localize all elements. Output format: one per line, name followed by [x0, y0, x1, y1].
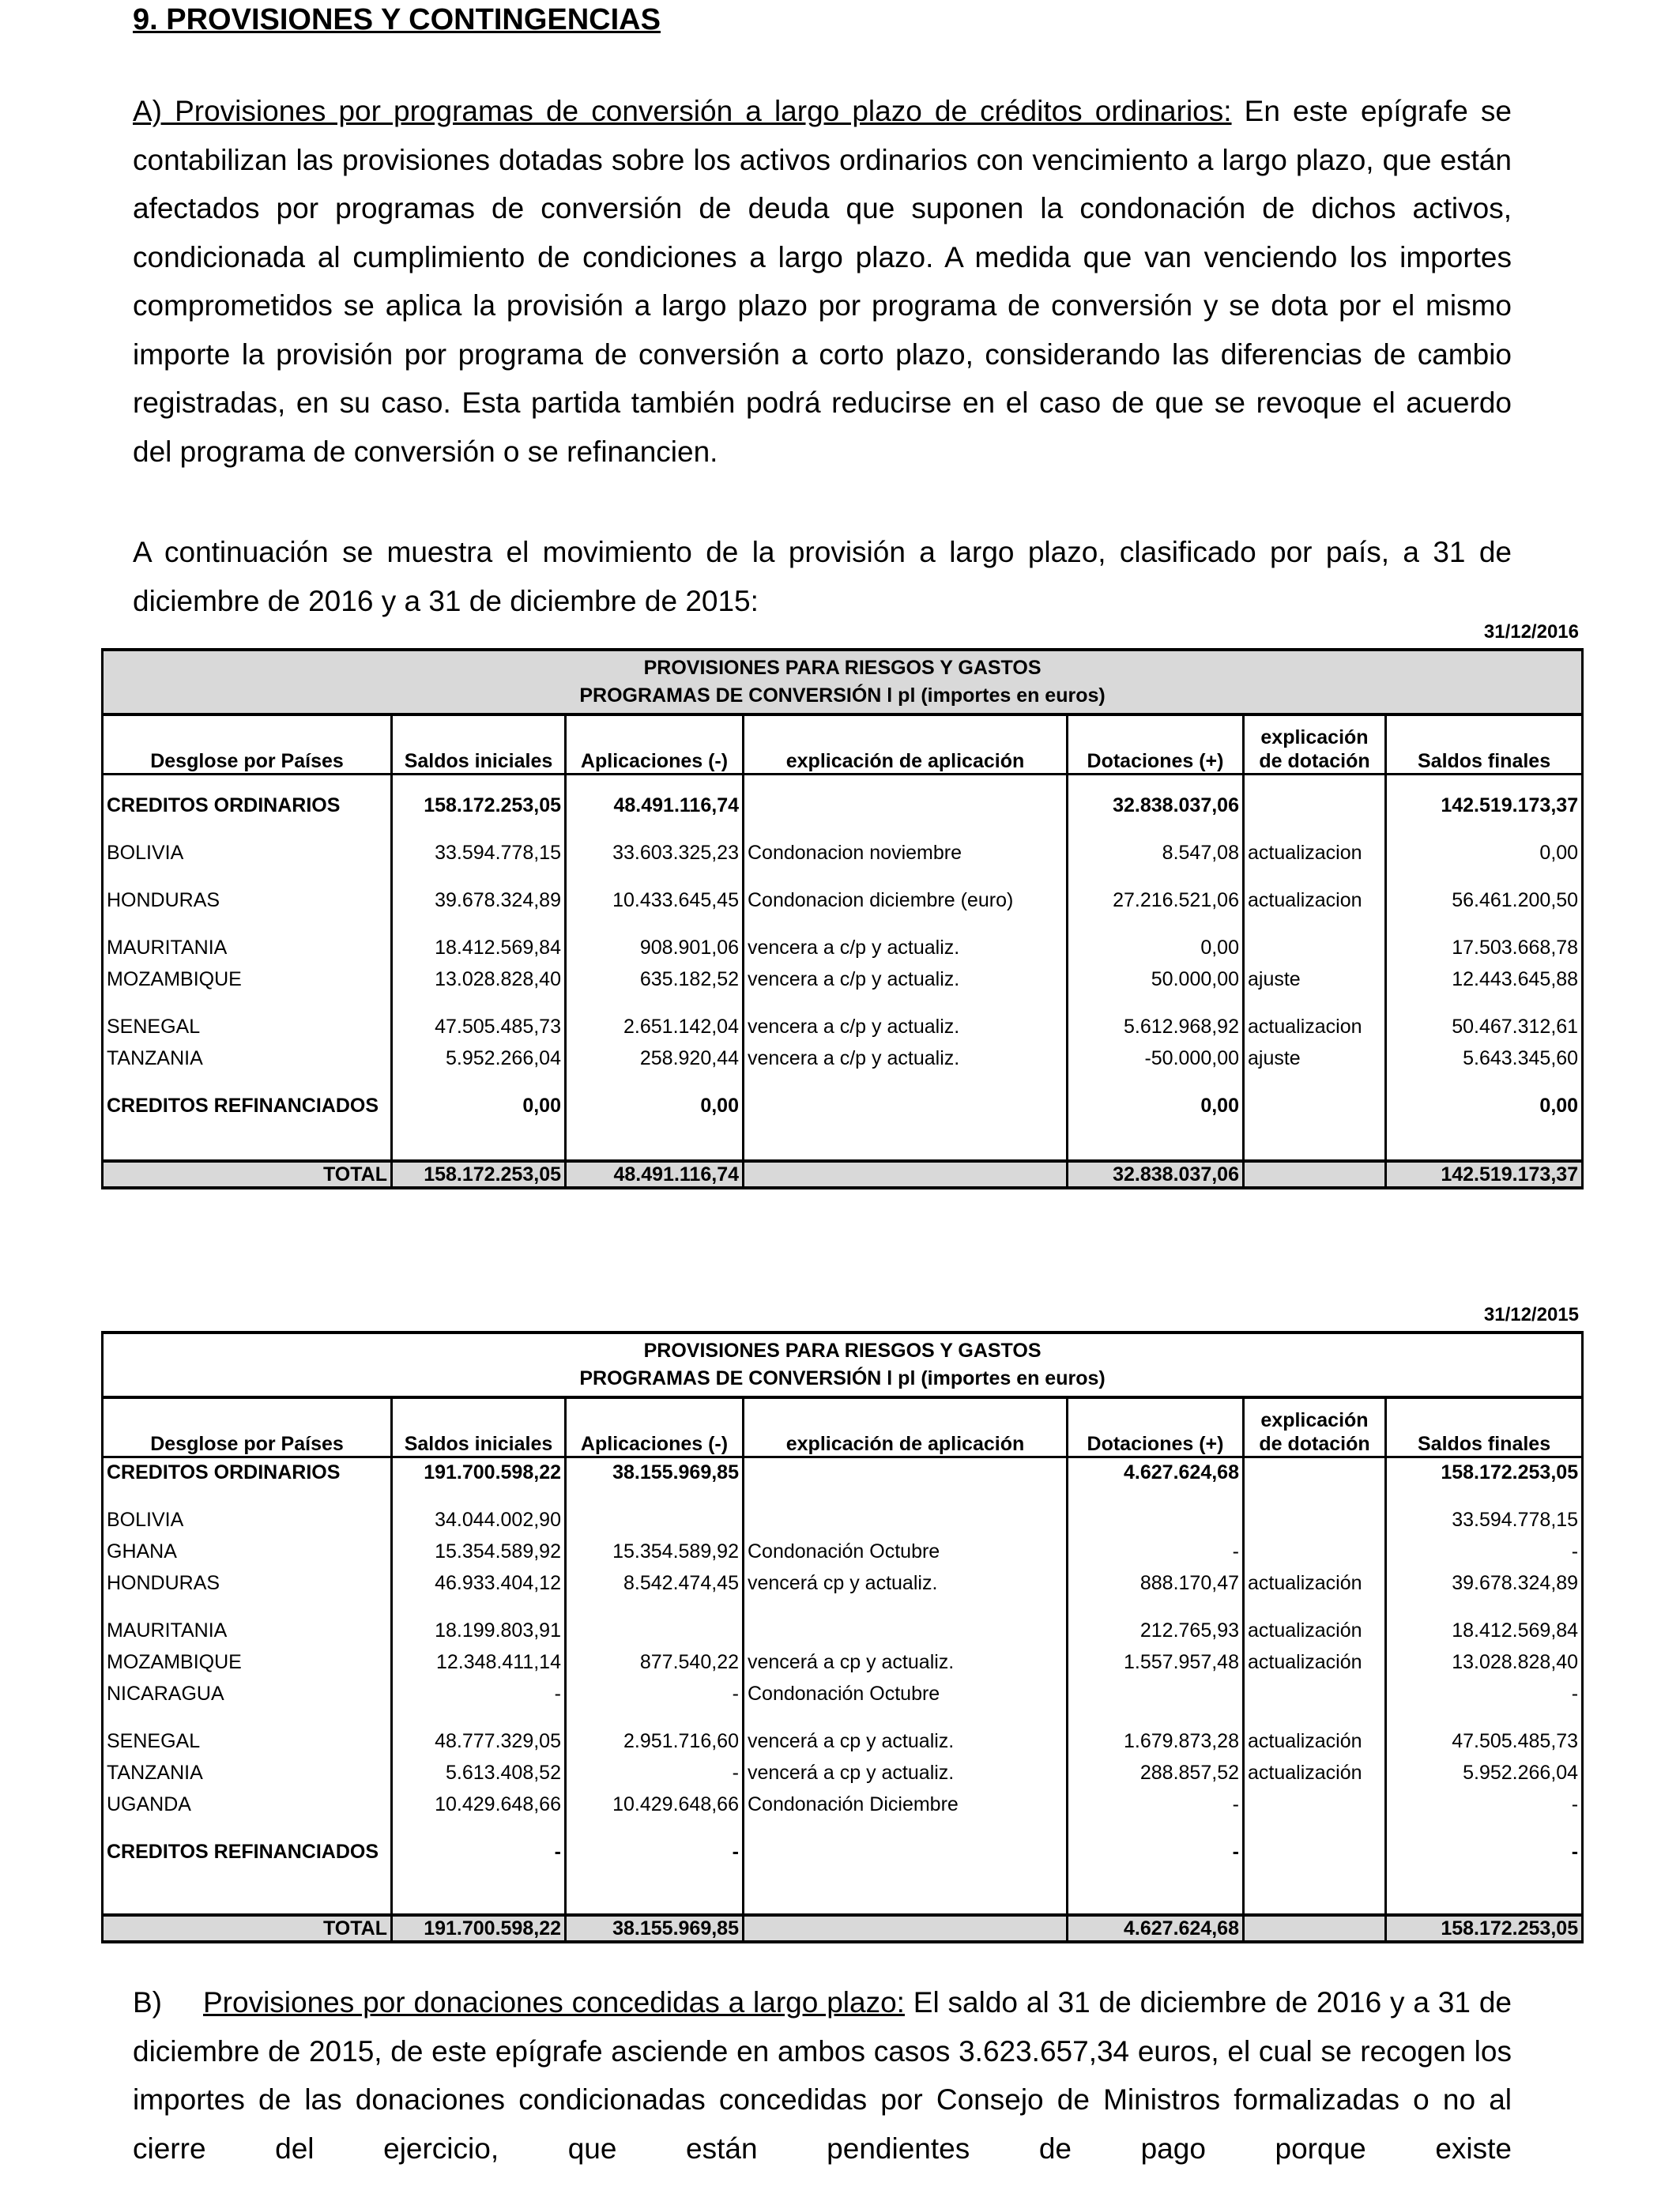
- cell-c6: 158.172.253,05: [1386, 1457, 1583, 1488]
- cell-c5: [1244, 1789, 1386, 1820]
- cell-c3: vencerá a cp y actualiz.: [744, 1725, 1068, 1757]
- table-row: [103, 1042, 1583, 1074]
- cell-c4: 212.765,93: [1068, 1615, 1244, 1646]
- cell-c5: actualizacion: [1244, 884, 1386, 916]
- cell-c4: -: [1068, 1789, 1244, 1820]
- cell-c1: 46.933.404,12: [392, 1567, 566, 1599]
- table-row: [103, 932, 1583, 963]
- table-row: [103, 1457, 1583, 1488]
- cell-c0: TANZANIA: [103, 1757, 392, 1789]
- col-header-desglose: Desglose por Países: [103, 714, 392, 774]
- cell-c3: Condonación Octubre: [744, 1678, 1068, 1710]
- cell-c1: 15.354.589,92: [392, 1536, 566, 1567]
- cell-c0: CREDITOS REFINANCIADOS: [103, 1090, 392, 1122]
- cell-c6: 56.461.200,50: [1386, 884, 1583, 916]
- col-header-explicacion-dotacion: explicación de dotación: [1244, 714, 1386, 774]
- cell-c4: [1068, 1504, 1244, 1536]
- cell-c6: -: [1386, 1678, 1583, 1710]
- cell-c4: 0,00: [1068, 932, 1244, 963]
- cell-c2: 10.433.645,45: [566, 884, 744, 916]
- cell-c0: CREDITOS ORDINARIOS: [103, 790, 392, 821]
- cell-c5: [1244, 1536, 1386, 1567]
- section-b-label: B): [133, 1986, 162, 2019]
- cell-c5: actualización: [1244, 1567, 1386, 1599]
- table-title-line1: PROVISIONES PARA RIESGOS Y GASTOS: [643, 657, 1042, 679]
- cell-c3: [744, 1457, 1068, 1488]
- cell-c5: ajuste: [1244, 1042, 1386, 1074]
- cell-c6: 0,00: [1386, 1090, 1583, 1122]
- cell-c5: [1244, 1836, 1386, 1868]
- col-header-aplicaciones: Aplicaciones (-): [566, 1397, 744, 1457]
- cell-c0: SENEGAL: [103, 1725, 392, 1757]
- cell-c3: vencera a c/p y actualiz.: [744, 1011, 1068, 1042]
- cell-c6: -: [1386, 1836, 1583, 1868]
- cell-c3: vencera a c/p y actualiz.: [744, 963, 1068, 995]
- total-saldos-iniciales: 158.172.253,05: [392, 1161, 566, 1188]
- cell-c2: 877.540,22: [566, 1646, 744, 1678]
- table-row: [103, 1536, 1583, 1567]
- cell-c3: Condonacion noviembre: [744, 837, 1068, 869]
- cell-c1: 33.594.778,15: [392, 837, 566, 869]
- total-saldos-finales: 142.519.173,37: [1386, 1161, 1583, 1188]
- cell-c1: 5.952.266,04: [392, 1042, 566, 1074]
- cell-c3: vencera a c/p y actualiz.: [744, 1042, 1068, 1074]
- cell-c0: NICARAGUA: [103, 1678, 392, 1710]
- table-row: [103, 837, 1583, 869]
- cell-c1: 47.505.485,73: [392, 1011, 566, 1042]
- cell-c2: 48.491.116,74: [566, 790, 744, 821]
- total-aplicaciones: 38.155.969,85: [566, 1915, 744, 1942]
- col-header-dotaciones: Dotaciones (+): [1068, 714, 1244, 774]
- table-row: [103, 1757, 1583, 1789]
- col-header-dotaciones: Dotaciones (+): [1068, 1397, 1244, 1457]
- cell-c3: Condonacion diciembre (euro): [744, 884, 1068, 916]
- cell-c4: -50.000,00: [1068, 1042, 1244, 1074]
- col-header-explicacion-aplicacion: explicación de aplicación: [744, 1397, 1068, 1457]
- cell-c2: [566, 1615, 744, 1646]
- table-row: [103, 963, 1583, 995]
- cell-c4: 1.557.957,48: [1068, 1646, 1244, 1678]
- table-title-line2: PROGRAMAS DE CONVERSIÓN l pl (importes en euros): [579, 684, 1106, 707]
- cell-c1: 191.700.598,22: [392, 1457, 566, 1488]
- cell-c3: vencerá a cp y actualiz.: [744, 1757, 1068, 1789]
- cell-c4: 8.547,08: [1068, 837, 1244, 869]
- cell-c6: 33.594.778,15: [1386, 1504, 1583, 1536]
- cell-c2: 2.651.142,04: [566, 1011, 744, 1042]
- section-b-paragraph: [133, 1978, 1512, 2173]
- cell-c3: [744, 1090, 1068, 1122]
- col-header-explicacion-aplicacion: explicación de aplicación: [744, 714, 1068, 774]
- cell-c3: [744, 1504, 1068, 1536]
- section-b-title: Provisiones por donaciones concedidas a largo plazo:: [203, 1986, 905, 2019]
- cell-c4: 0,00: [1068, 1090, 1244, 1122]
- col-header-saldos-finales: Saldos finales: [1386, 714, 1583, 774]
- section-a-paragraph: [133, 87, 1512, 476]
- cell-c4: -: [1068, 1536, 1244, 1567]
- cell-c4: [1068, 1678, 1244, 1710]
- table-2016-date: 31/12/2016: [1483, 621, 1579, 643]
- cell-c2: 258.920,44: [566, 1042, 744, 1074]
- cell-c1: 10.429.648,66: [392, 1789, 566, 1820]
- table-row: [103, 1090, 1583, 1122]
- cell-c5: actualizacion: [1244, 837, 1386, 869]
- col-header-saldos-iniciales: Saldos iniciales: [392, 1397, 566, 1457]
- cell-c1: 39.678.324,89: [392, 884, 566, 916]
- cell-c2: 10.429.648,66: [566, 1789, 744, 1820]
- cell-c4: 5.612.968,92: [1068, 1011, 1244, 1042]
- cell-c3: vencerá cp y actualiz.: [744, 1567, 1068, 1599]
- cell-c5: actualización: [1244, 1757, 1386, 1789]
- cell-c3: Condonación Octubre: [744, 1536, 1068, 1567]
- cell-c0: BOLIVIA: [103, 837, 392, 869]
- total-aplicaciones: 48.491.116,74: [566, 1161, 744, 1188]
- cell-c2: 8.542.474,45: [566, 1567, 744, 1599]
- cell-c5: ajuste: [1244, 963, 1386, 995]
- table-row: [103, 1567, 1583, 1599]
- table-row: [103, 1836, 1583, 1868]
- cell-c0: HONDURAS: [103, 1567, 392, 1599]
- cell-c0: CREDITOS ORDINARIOS: [103, 1457, 392, 1488]
- cell-c1: 13.028.828,40: [392, 963, 566, 995]
- cell-c6: 5.643.345,60: [1386, 1042, 1583, 1074]
- cell-c1: -: [392, 1836, 566, 1868]
- total-saldos-finales: 158.172.253,05: [1386, 1915, 1583, 1942]
- cell-c6: -: [1386, 1536, 1583, 1567]
- cell-c1: 5.613.408,52: [392, 1757, 566, 1789]
- cell-c5: actualizacion: [1244, 1011, 1386, 1042]
- table-2016: [101, 648, 1584, 1189]
- cell-c5: [1244, 1090, 1386, 1122]
- cell-c3: [744, 1836, 1068, 1868]
- cell-c2: [566, 1504, 744, 1536]
- cell-c2: 635.182,52: [566, 963, 744, 995]
- section-a-title: A) Provisiones por programas de conversión a largo plazo de créditos ordinarios:: [133, 95, 1232, 127]
- col-header-desglose: Desglose por Países: [103, 1397, 392, 1457]
- table-row: [103, 1504, 1583, 1536]
- cell-c1: 18.199.803,91: [392, 1615, 566, 1646]
- cell-c1: 18.412.569,84: [392, 932, 566, 963]
- cell-c1: 0,00: [392, 1090, 566, 1122]
- cell-c5: actualización: [1244, 1646, 1386, 1678]
- cell-c5: [1244, 932, 1386, 963]
- cell-c1: -: [392, 1678, 566, 1710]
- cell-c6: 47.505.485,73: [1386, 1725, 1583, 1757]
- cell-c0: SENEGAL: [103, 1011, 392, 1042]
- cell-c6: 18.412.569,84: [1386, 1615, 1583, 1646]
- cell-c6: 12.443.645,88: [1386, 963, 1583, 995]
- cell-c0: TANZANIA: [103, 1042, 392, 1074]
- total-dotaciones: 32.838.037,06: [1068, 1161, 1244, 1188]
- cell-c1: 34.044.002,90: [392, 1504, 566, 1536]
- cell-c3: vencera a c/p y actualiz.: [744, 932, 1068, 963]
- col-header-explicacion-dotacion: explicación de dotación: [1244, 1397, 1386, 1457]
- total-dotaciones: 4.627.624,68: [1068, 1915, 1244, 1942]
- cell-c1: 158.172.253,05: [392, 790, 566, 821]
- cell-c5: actualización: [1244, 1725, 1386, 1757]
- table-row: [103, 1789, 1583, 1820]
- cell-c6: 142.519.173,37: [1386, 790, 1583, 821]
- cell-c0: BOLIVIA: [103, 1504, 392, 1536]
- cell-c4: 27.216.521,06: [1068, 884, 1244, 916]
- cell-c4: 32.838.037,06: [1068, 790, 1244, 821]
- cell-c4: -: [1068, 1836, 1244, 1868]
- table-row: [103, 1725, 1583, 1757]
- cell-c0: MAURITANIA: [103, 1615, 392, 1646]
- cell-c2: -: [566, 1836, 744, 1868]
- cell-c6: 5.952.266,04: [1386, 1757, 1583, 1789]
- cell-c2: 908.901,06: [566, 932, 744, 963]
- cell-c2: 0,00: [566, 1090, 744, 1122]
- col-header-saldos-iniciales: Saldos iniciales: [392, 714, 566, 774]
- cell-c0: MOZAMBIQUE: [103, 963, 392, 995]
- cell-c5: [1244, 1504, 1386, 1536]
- table-row: [103, 1011, 1583, 1042]
- cell-c2: 2.951.716,60: [566, 1725, 744, 1757]
- table-2015: [101, 1331, 1584, 1943]
- table-row: [103, 1646, 1583, 1678]
- section-a-text: En este epígrafe se contabilizan las provisiones dotadas sobre los activos ordinarios con vencimiento a largo plazo, que están afectados por programas de conversión de deuda que suponen la condonación de dichos activos, condicionada al cumplimiento de condiciones a largo plazo. A medida que van venciendo los importes comprometidos se aplica la provisión a largo plazo por programa de conversión y se dota por el mismo importe la provisión por programa de conversión a corto plazo, considerando las diferencias de cambio registradas, en su caso. Esta partida también podrá reducirse en el caso de que se revoque el acuerdo del programa de conversión o se refinancien.: [133, 95, 1512, 468]
- cell-c4: 1.679.873,28: [1068, 1725, 1244, 1757]
- section-b-text: El saldo al 31 de diciembre de 2016 y a 31 de diciembre de 2015, de este epígrafe asciende en ambos casos 3.623.657,34 euros, el cual se recogen los importes de las donaciones condicionadas concedidas por Consejo de Ministros formalizadas o no al cierre del ejercicio, que están pendientes de pago porque existe: [133, 1986, 1512, 2165]
- cell-c2: 33.603.325,23: [566, 837, 744, 869]
- cell-c6: 39.678.324,89: [1386, 1567, 1583, 1599]
- total-label: TOTAL: [103, 1915, 392, 1942]
- cell-c5: [1244, 1678, 1386, 1710]
- total-label: TOTAL: [103, 1161, 392, 1188]
- cell-c2: -: [566, 1757, 744, 1789]
- cell-c3: [744, 1615, 1068, 1646]
- cell-c6: 17.503.668,78: [1386, 932, 1583, 963]
- cell-c1: 48.777.329,05: [392, 1725, 566, 1757]
- cell-c6: 0,00: [1386, 837, 1583, 869]
- cell-c3: vencerá a cp y actualiz.: [744, 1646, 1068, 1678]
- cell-c0: HONDURAS: [103, 884, 392, 916]
- table-2015-date: 31/12/2015: [1483, 1304, 1579, 1325]
- section-heading: 9. PROVISIONES Y CONTINGENCIAS: [133, 3, 661, 36]
- cell-c0: MOZAMBIQUE: [103, 1646, 392, 1678]
- col-header-aplicaciones: Aplicaciones (-): [566, 714, 744, 774]
- cell-c0: UGANDA: [103, 1789, 392, 1820]
- cell-c5: [1244, 790, 1386, 821]
- cell-c2: -: [566, 1678, 744, 1710]
- cell-c5: actualización: [1244, 1615, 1386, 1646]
- table-title-line1: PROVISIONES PARA RIESGOS Y GASTOS: [643, 1340, 1042, 1362]
- table-title-line2: PROGRAMAS DE CONVERSIÓN l pl (importes en euros): [579, 1367, 1106, 1389]
- cell-c5: [1244, 1457, 1386, 1488]
- section-a-intro: A continuación se muestra el movimiento de la provisión a largo plazo, clasificado por país, a 31 de diciembre de 2016 y a 31 de diciembre de 2015:: [133, 536, 1512, 617]
- cell-c2: 38.155.969,85: [566, 1457, 744, 1488]
- table-row: [103, 1615, 1583, 1646]
- cell-c4: 288.857,52: [1068, 1757, 1244, 1789]
- cell-c6: 13.028.828,40: [1386, 1646, 1583, 1678]
- total-saldos-iniciales: 191.700.598,22: [392, 1915, 566, 1942]
- cell-c4: 50.000,00: [1068, 963, 1244, 995]
- cell-c4: 4.627.624,68: [1068, 1457, 1244, 1488]
- cell-c0: GHANA: [103, 1536, 392, 1567]
- cell-c1: 12.348.411,14: [392, 1646, 566, 1678]
- cell-c6: 50.467.312,61: [1386, 1011, 1583, 1042]
- table-row: [103, 790, 1583, 821]
- table-row: [103, 884, 1583, 916]
- cell-c6: -: [1386, 1789, 1583, 1820]
- cell-c3: Condonación Diciembre: [744, 1789, 1068, 1820]
- table-row: [103, 1678, 1583, 1710]
- cell-c0: CREDITOS REFINANCIADOS: [103, 1836, 392, 1868]
- cell-c4: 888.170,47: [1068, 1567, 1244, 1599]
- cell-c0: MAURITANIA: [103, 932, 392, 963]
- cell-c3: [744, 790, 1068, 821]
- cell-c2: 15.354.589,92: [566, 1536, 744, 1567]
- col-header-saldos-finales: Saldos finales: [1386, 1397, 1583, 1457]
